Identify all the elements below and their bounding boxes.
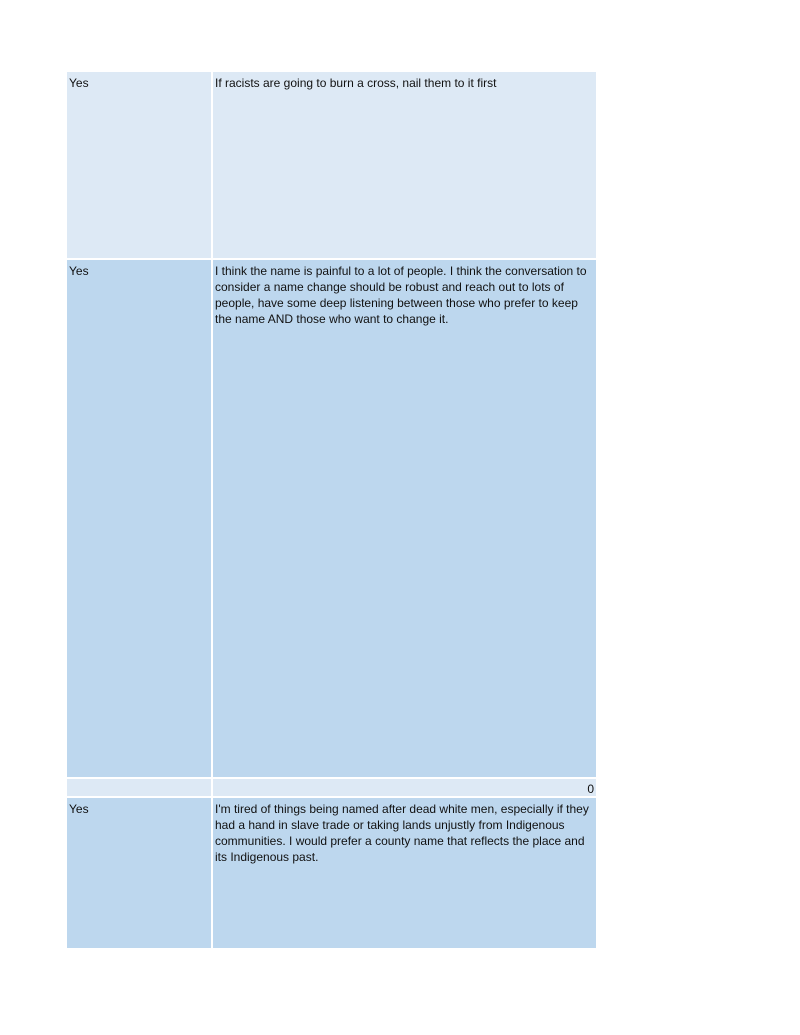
table-row: [67, 798, 596, 948]
table-row: [67, 72, 596, 260]
answer-cell: Yes: [67, 72, 213, 258]
table-row: [67, 260, 596, 779]
answer-cell: Yes: [67, 798, 213, 948]
comment-cell: I think the name is painful to a lot of people. I think the conversation to consider a name change should be robust and reach out to lots of people, have some deep listening between those who prefer to keep the name AND those who want to change it.: [215, 264, 587, 326]
answer-cell: [67, 779, 213, 796]
survey-response-table: [67, 72, 596, 948]
numeric-cell: 0: [587, 782, 594, 796]
answer-cell: Yes: [67, 260, 213, 777]
table-row: [67, 779, 596, 798]
comment-cell: I'm tired of things being named after dead white men, especially if they had a hand in slave trade or taking lands unjustly from Indigenous communities. I would prefer a county name that reflects the place and its Indigenous past.: [215, 802, 589, 864]
comment-cell: If racists are going to burn a cross, nail them to it first: [215, 76, 497, 90]
